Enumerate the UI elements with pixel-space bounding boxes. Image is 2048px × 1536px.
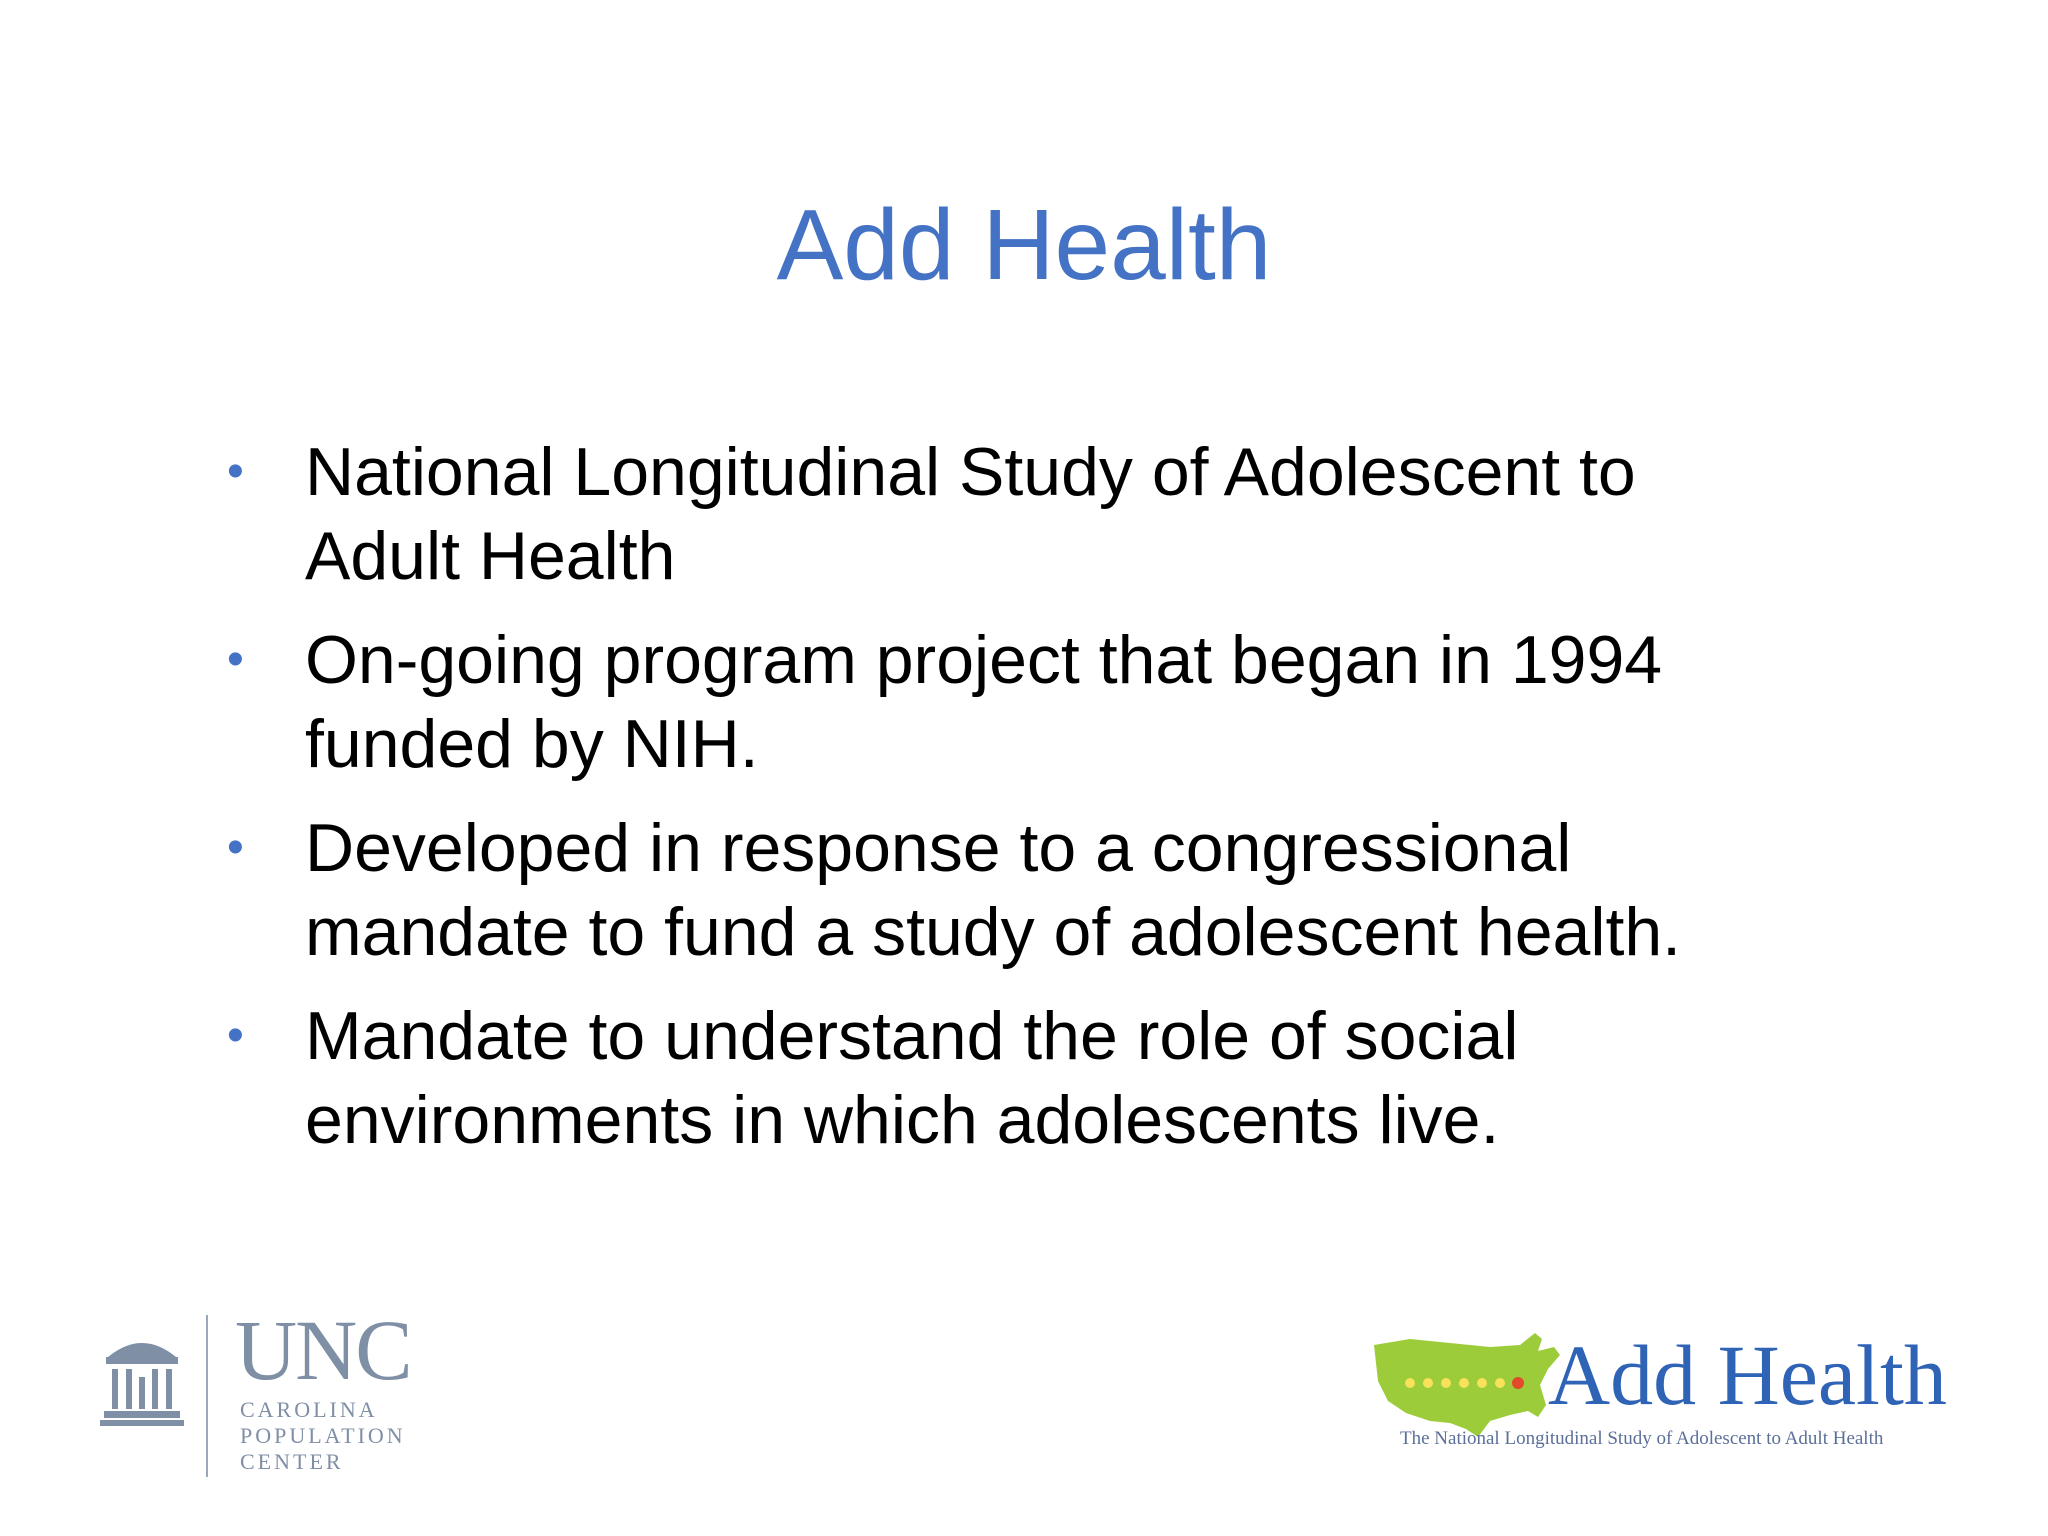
bullet-icon: • (227, 1009, 244, 1062)
unc-line-carolina: CAROLINA (240, 1397, 378, 1422)
bullet-text-3: Developed in response to a congressional mandate to fund a study of adolescent health. (305, 810, 1682, 970)
bullet-icon: • (227, 445, 244, 498)
slide-title: Add Health (776, 189, 1272, 301)
bullet-item-4 (215, 994, 1775, 1162)
unc-line-population: POPULATION (240, 1423, 406, 1448)
addhealth-tagline: The National Longitudinal Study of Adolescent to Adult Health (1400, 1428, 1884, 1449)
bullet-text-4: Mandate to understand the role of social environments in which adolescents live. (305, 998, 1519, 1158)
bullet-text-2: On-going program project that began in 1994 funded by NIH. (305, 622, 1663, 782)
bullet-icon: • (227, 633, 244, 686)
bullet-list (215, 430, 1775, 1182)
unc-line-center: CENTER (240, 1449, 344, 1474)
bullet-item-2 (215, 618, 1775, 786)
bullet-icon: • (227, 821, 244, 874)
unc-wordmark: UNC (235, 1302, 411, 1398)
old-well-icon (100, 1327, 184, 1427)
logo-divider (206, 1315, 208, 1477)
addhealth-wordmark: Add Health (1548, 1327, 1947, 1423)
addhealth-logo (1370, 1325, 1980, 1475)
bullet-item-1 (215, 430, 1775, 598)
bullet-text-1: National Longitudinal Study of Adolescent to Adult Health (305, 434, 1636, 594)
unc-logo (100, 1302, 480, 1495)
bullet-item-3 (215, 806, 1775, 974)
